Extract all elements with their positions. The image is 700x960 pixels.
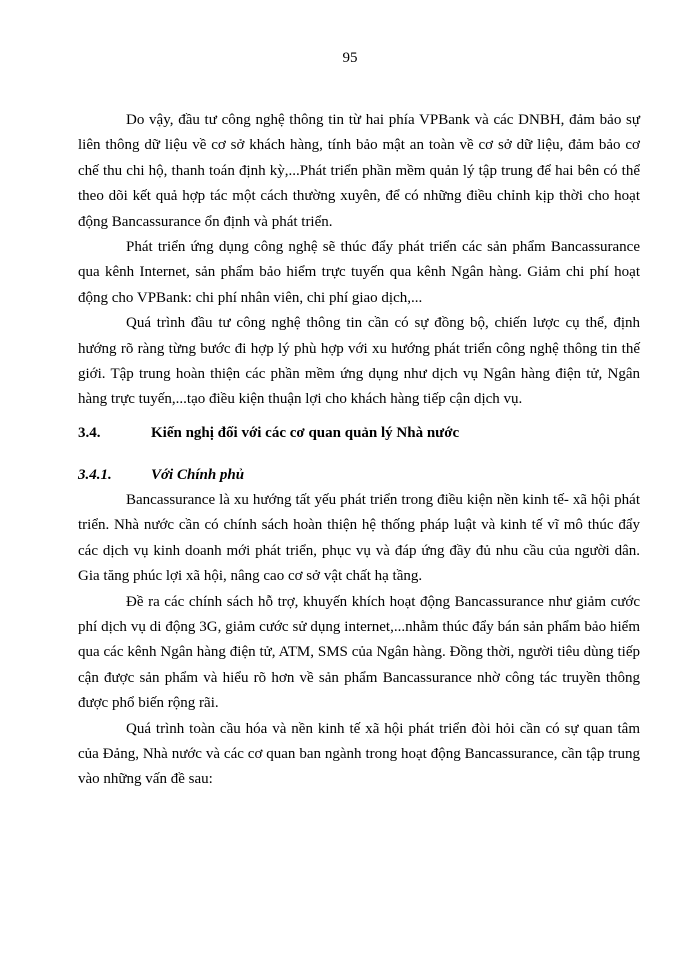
body-paragraph: Bancassurance là xu hướng tất yếu phát triển trong điều kiện nền kinh tế- xã hội phát triển. Nhà nước cần có chính sách hoàn thiện hệ thống pháp luật và kinh tế vĩ mô thúc đẩy các dịch vụ kinh doanh mới phát triển, phục vụ và đáp ứng đầy đủ nhu cầu của người dân. Gia tăng phúc lợi xã hội, nâng cao cơ sở vật chất hạ tầng.	[78, 491, 640, 585]
body-paragraph: Do vậy, đầu tư công nghệ thông tin từ hai phía VPBank và các DNBH, đảm bảo sự liên thông dữ liệu về cơ sở khách hàng, tính bảo mật an toàn về cơ sở dữ liệu, đảm bảo cơ chế thu chi hộ, thanh toán định kỳ,...Phát triển phần mềm quản lý tập trung để hai bên có thể theo dõi kết quả hợp tác một cách thường xuyên, để có những điều chỉnh kịp thời cho hoạt động Bancassurance ổn định và phát triển.	[78, 112, 640, 230]
section-title: Kiến nghị đối với các cơ quan quản lý Nhà nước	[151, 424, 460, 441]
body-paragraph: Quá trình toàn cầu hóa và nền kinh tế xã hội phát triển đòi hỏi cần có sự quan tâm của Đảng, Nhà nước và các cơ quan ban ngành trong hoạt động Bancassurance, cần tập trung vào những vấn đề sau:	[78, 720, 640, 788]
body-paragraph: Quá trình đầu tư công nghệ thông tin cần có sự đồng bộ, chiến lược cụ thể, định hướng rõ ràng từng bước đi hợp lý phù hợp với xu hướng phát triển công nghệ thông tin thế giới. Tập trung hoàn thiện các phần mềm ứng dụng như dịch vụ Ngân hàng điện tử, Ngân hàng trực tuyến,...tạo điều kiện thuận lợi cho khách hàng tiếp cận dịch vụ.	[78, 315, 640, 408]
body-paragraph: Phát triển ứng dụng công nghệ sẽ thúc đẩy phát triển các sản phẩm Bancassurance qua kênh Internet, sản phẩm bảo hiểm trực tuyến qua kênh Ngân hàng. Giảm chi phí hoạt động cho VPBank: chi phí nhân viên, chi phí giao dịch,...	[78, 239, 640, 306]
section-heading-3-4	[78, 422, 640, 444]
page-number: 95	[342, 50, 358, 66]
document-body	[78, 108, 640, 793]
subsection-title: Với Chính phủ	[151, 466, 245, 483]
body-paragraph: Đề ra các chính sách hỗ trợ, khuyến khích hoạt động Bancassurance như giảm cước phí dịch vụ di động 3G, giảm cước sử dụng internet,...nhằm thúc đẩy bán sản phẩm bảo hiểm qua các kênh Ngân hàng điện tử, ATM, SMS của Ngân hàng. Đồng thời, người tiêu dùng tiếp cận được sản phẩm và hiểu rõ hơn về sản phẩm Bancassurance nhờ công tác truyền thông được phổ biến rộng rãi.	[78, 593, 640, 712]
section-number: 3.4.	[78, 424, 101, 441]
subsection-number: 3.4.1.	[78, 466, 112, 483]
subsection-heading-3-4-1	[78, 464, 640, 486]
